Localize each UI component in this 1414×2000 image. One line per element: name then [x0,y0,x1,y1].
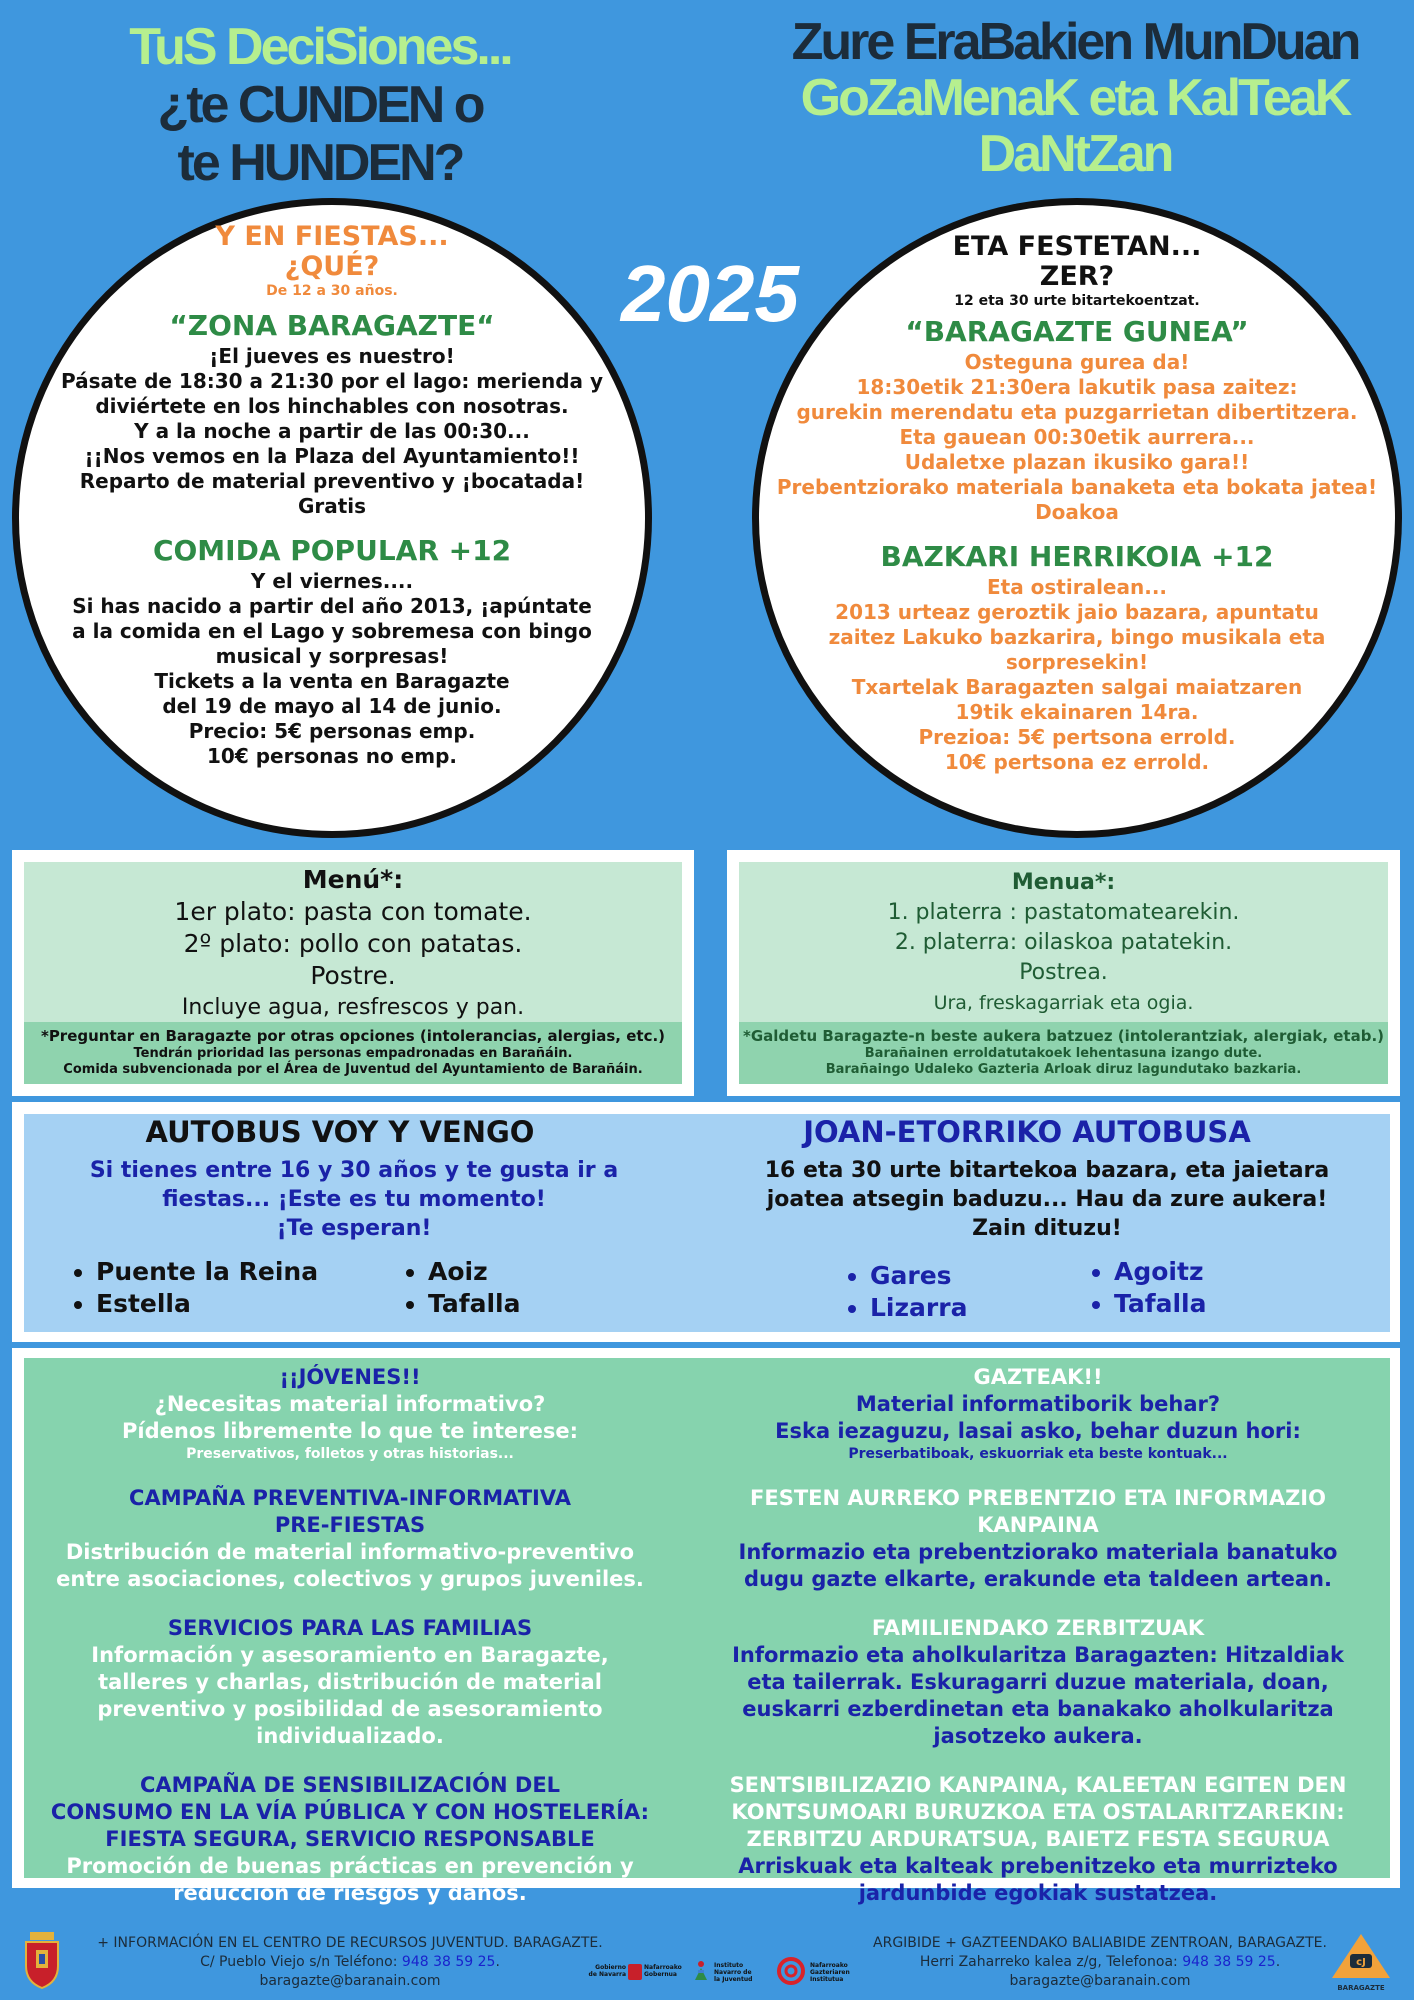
menu-es-line: 2º plato: pollo con patatas. [183,929,523,958]
info-es-s4-body [30,1853,670,1907]
info-es-s3-title: SERVICIOS PARA LAS FAMILIAS [167,1616,533,1640]
logo-inj-eu-text: Gazteriaren [810,1969,850,1976]
info-eu-s2-body [700,1539,1376,1593]
bus-es-destinations-2 [404,1256,628,1320]
circle-eu-meal-line: 19tik ekainaren 14ra. [955,700,1199,724]
info-basque [700,1364,1376,1907]
circle-eu-meal-line: 10€ pertsona ez errold. [944,750,1210,774]
circle-es-zone-line: Gratis [297,494,367,518]
left-title [60,18,580,192]
info-es-s2-body [30,1539,670,1593]
youth-figure-icon [692,1960,710,1980]
circle-es-meal-line: Tickets a la venta en Baragazte [154,669,510,693]
bus-eu-line: joatea atsegin baduzu... Hau da zure aukera! [766,1187,1328,1212]
bus-eu-line: 16 eta 30 urte bitartekoa bazara, eta jaietara [764,1158,1330,1183]
footer-right-email[interactable]: baragazte@baranain.com [1009,1973,1191,1989]
circle-es-zone-line: Y a la noche a partir de las 00:30... [134,419,530,443]
circle-eu-meal-line: Txartelak Baragazten salgai maiatzaren [851,675,1303,699]
menu-es-line: Postre. [310,961,396,990]
info-es-s1-small: Preservativos, folletos y otras historias... [186,1446,514,1462]
info-es-s2-body-line: Distribución de material informativo-preventivo [65,1540,635,1564]
circle-eu-zone-line: 18:30etik 21:30era lakutik pasa zaitez: [856,375,1298,399]
circle-eu-meal-title: BAZKARI HERRIKOIA +12 [880,540,1274,573]
circle-es-zone-line: ¡El jueves es nuestro! [209,344,455,368]
info-eu-s4-body-line: Arriskuak eta kalteak prebenitzeko eta murrizteko [738,1854,1338,1878]
bus-es-destination: • Estella [96,1288,396,1320]
menu-es-title: Menú*: [302,865,404,894]
circle-es-meal-line: Si has nacido a partir del año 2013, ¡apúntate [72,594,592,618]
info-eu-s2-title-line: FESTEN AURREKO PREBENTZIO ETA INFORMAZIO [750,1486,1326,1510]
info-eu-s2-body-line: Informazio eta prebentziorako materiala banatuko [738,1540,1338,1564]
circle-eu-heading-1: ETA FESTETAN... [952,231,1202,262]
circle-eu-meal-line: zaitez Lakuko bazkarira, bingo musikala eta [828,625,1326,649]
menu-eu-note-3: Barañaingo Udaleko Gazteria Arloak diruz lagundutako bazkaria. [825,1062,1302,1077]
info-es-s4-title-line: FIESTA SEGURA, SERVICIO RESPONSABLE [105,1827,595,1851]
footer-left [70,1934,630,1991]
bus-eu-title: JOAN-ETORRIKO AUTOBUSA [803,1115,1251,1149]
footer-left-phone[interactable]: 948 38 59 25 [401,1954,496,1970]
menu-eu-line: 2. platerra: oilaskoa patatekin. [894,930,1233,955]
bus-es-destination: • Aoiz [428,1256,628,1288]
menu-eu-notes [739,1022,1388,1084]
menu-es-note-3: Comida subvencionada por el Área de Juventud del Ayuntamiento de Barañáin. [63,1062,643,1077]
logo-inj-eu-text: Nafarroako [810,1962,848,1969]
bus-basque [712,1112,1382,1243]
logo-inj-eu-text: Institutua [810,1976,844,1983]
bus-es-destination: • Puente la Reina [96,1256,396,1288]
info-eu-s3-body [700,1642,1376,1750]
baragazte-logo-icon [1330,1932,1392,1992]
circle-eu-meal-text [772,575,1382,775]
circle-eu-zone-line: Doakoa [1035,500,1119,524]
info-eu-s3-body-line: Informazio eta aholkularitza Baragazten: Hitzaldiak [732,1643,1344,1667]
menu-eu-extra: Ura, freskagarriak eta ogia. [933,992,1194,1014]
bus-es-line: Si tienes entre 16 y 30 años y te gusta ir a [89,1158,619,1183]
circle-eu-zone-line: Prebentziorako materiala banaketa eta bokata jatea! [776,475,1378,499]
info-eu-s3-body-line: jasotzeko aukera. [933,1724,1143,1748]
info-es-s4-body-line: reducción de riesgos y daños. [173,1881,527,1905]
footer-right-line-2: Herri Zaharreko kalea z/g, Telefonoa: 948 38 59 25. [919,1954,1281,1970]
circle-eu-meal-line: sorpresekin! [1005,650,1149,674]
info-eu-s4-title-line: SENTSIBILIZAZIO KANPAINA, KALEETAN EGITEN DEN [729,1773,1347,1797]
info-es-s4-title [30,1772,670,1853]
bus-es-title: AUTOBUS VOY Y VENGO [145,1115,535,1149]
logo-gov-text: Nafarroako [644,1964,682,1971]
navarra-shield-icon [628,1964,642,1980]
logo-inj-text: Navarro de [714,1969,752,1976]
left-title-line-3: te HUNDEN? [177,134,463,192]
info-es-s3-body-line: individualizado. [256,1724,444,1748]
inj-spiral-icon [776,1956,806,1986]
circle-es-meal-line: 10€ personas no emp. [207,744,457,768]
menu-es-note-1: *Preguntar en Baragazte por otras opciones (intolerancias, alergias, etc.) [40,1027,666,1045]
circle-eu-zone-line: gurekin merendatu eta puzgarrietan dibertitzera. [796,400,1358,424]
circle-es-meal-title: COMIDA POPULAR +12 [152,534,512,567]
info-es-s4-title-line: CAMPAÑA DE SENSIBILIZACIÓN DEL [139,1773,561,1797]
circle-eu-heading-2: ZER? [1039,261,1115,292]
menu-eu-note-1: *Galdetu Baragazte-n beste aukera batzuez (intolerantziak, alergiak, etab.) [742,1027,1384,1045]
bus-eu-destination: • Agoitz [1114,1256,1314,1288]
bus-eu-line: Zain dituzu! [972,1216,1122,1241]
info-es-s1-line-1: ¿Necesitas material informativo? [154,1392,546,1416]
menu-eu-top [739,862,1388,1022]
circle-eu-zone-line: Eta gauean 00:30etik aurrera... [899,425,1255,449]
bus-eu-destination: • Gares [870,1260,1070,1292]
logo-instituto-juventud [692,1956,778,1990]
info-eu-s4-title-line: KONTSUMOARI BURUZKOA ETA OSTALARITZAREKIN: [731,1800,1345,1824]
circle-eu-meal-line: Prezioa: 5€ pertsona errold. [918,725,1236,749]
logo-gov-text: Gobernua [644,1971,677,1978]
footer-right-line-1: ARGIBIDE + GAZTEENDAKO BALIABIDE ZENTROAN, BARAGAZTE. [873,1935,1327,1951]
right-title-line-3: DaNtZan [978,125,1172,183]
footer-right-address: Herri Zaharreko kalea z/g, Telefonoa: [919,1954,1183,1970]
menu-eu-note-2: Barañainen erroldatutakoek lehentasuna izango dute. [864,1046,1263,1061]
info-eu-s1-title: GAZTEAK!! [973,1365,1103,1389]
logo-gov-text: de Navarra [588,1971,626,1978]
circle-eu-age: 12 eta 30 urte bitartekoentzat. [954,293,1200,309]
left-title-line-2: ¿te CUNDEN o [157,76,483,134]
circle-es-zone-line: Pásate de 18:30 a 21:30 por el lago: merienda y [60,369,604,393]
info-es-s3-body-line: preventivo y posibilidad de asesoramiento [97,1697,603,1721]
logo-nafarroako-gazteriaren [776,1954,866,1990]
circle-es-zone-text [42,344,622,519]
menu-eu-title: Menua*: [1011,870,1116,895]
info-eu-s3-body-line: euskarri ezberdinetan eta banakako aholkularitza [742,1697,1334,1721]
footer-left-address: C/ Pueblo Viejo s/n Teléfono: [200,1954,402,1970]
circle-es-heading-2: ¿QUÉ? [284,251,380,282]
circle-eu-zone-title: “BARAGAZTE GUNEA” [905,315,1249,348]
year: 2025 [621,249,799,338]
circle-es-zone-line: diviértete en los hinchables con nosotras. [95,394,569,418]
bus-es-destinations-1 [72,1256,396,1320]
info-es-s3-body-line: Información y asesoramiento en Baragazte, [91,1643,609,1667]
info-spanish [30,1364,670,1907]
circle-es-meal-line: del 19 de mayo al 14 de junio. [162,694,502,718]
circle-eu-meal-line: Eta ostiralean... [986,575,1168,599]
info-es-s3-body [30,1642,670,1750]
circle-basque-content [772,232,1382,775]
circle-eu-zone-text [772,350,1382,525]
bus-es-line: fiestas... ¡Este es tu momento! [162,1187,546,1212]
bus-eu-destination: • Tafalla [1114,1288,1314,1320]
info-eu-s1-line-2: Eska iezaguzu, lasai asko, behar duzun hori: [775,1419,1301,1443]
info-eu-s2-title [700,1485,1376,1539]
right-title-line-1: Zure EraBakien MunDuan [791,13,1359,71]
bus-eu-destinations-2 [1090,1256,1314,1320]
circle-es-zone-line: ¡¡Nos vemos en la Plaza del Ayuntamiento!! [84,444,580,468]
circle-es-zone-title: “ZONA BARAGAZTE“ [169,309,495,342]
right-title [730,14,1414,182]
left-title-line-1: TuS DeciSiones... [129,18,511,76]
circle-es-zone-line: Reparto de material preventivo y ¡bocatada! [79,469,585,493]
menu-es-top [24,862,682,1022]
info-eu-s1-line-1: Material informatiborik behar? [855,1392,1221,1416]
menu-es-note-2: Tendrán prioridad las personas empadronadas en Barañáin. [133,1046,573,1061]
footer-left-email[interactable]: baragazte@baranain.com [259,1973,441,1989]
circle-es-heading-1: Y EN FIESTAS... [215,221,449,252]
menu-es-line: 1er plato: pasta con tomate. [174,897,532,926]
info-eu-s3-title: FAMILIENDAKO ZERBITZUAK [871,1616,1205,1640]
info-es-s2-title-line: PRE-FIESTAS [274,1513,426,1537]
circle-es-meal-text [42,569,622,769]
info-es-s1-title: ¡¡JÓVENES!! [279,1365,421,1389]
info-eu-s4-body-line: jardunbide egokiak sustatzea. [858,1881,1218,1905]
info-eu-s3-body-line: eta tailerrak. Eskuragarri duzue materiala, doan, [747,1670,1329,1694]
footer-right [860,1934,1340,1991]
baragazte-logo-text: BARAGAZTE [1337,1984,1385,1992]
info-eu-s2-title-line: KANPAINA [977,1513,1099,1537]
circle-eu-meal-line: 2013 urteaz geroztik jaio bazara, apuntatu [835,600,1319,624]
logo-inj-text: la Juventud [714,1976,753,1983]
circle-es-meal-line: a la comida en el Lago y sobremesa con bingo [72,619,592,643]
info-eu-s4-body [700,1853,1376,1907]
circle-es-meal-line: Precio: 5€ personas emp. [188,719,476,743]
logo-inj-text: Instituto [714,1962,744,1969]
right-title-line-2: GoZaMenaK eta KalTeaK [800,69,1350,127]
footer-left-line-1: + INFORMACIÓN EN EL CENTRO DE RECURSOS JUVENTUD. BARAGAZTE. [97,1935,603,1951]
info-eu-s2-body-line: dugu gazte elkarte, erakunde eta taldeen artean. [744,1567,1332,1591]
info-eu-s4-title-line: ZERBITZU ARDURATSUA, BAIETZ FESTA SEGURUA [746,1827,1330,1851]
circle-es-meal-line: Y el viernes.... [250,569,414,593]
bus-eu-destinations-1 [846,1260,1070,1324]
info-es-s1-line-2: Pídenos libremente lo que te interese: [122,1419,578,1443]
logo-gov-text: Gobierno [595,1964,626,1971]
info-es-s2-body-line: entre asociaciones, colectivos y grupos juveniles. [56,1567,644,1591]
menu-eu-line: 1. platerra : pastatomatearekin. [887,900,1240,925]
circle-eu-zone-line: Udaletxe plazan ikusiko gara!! [904,450,1250,474]
circle-spanish-content [42,222,622,769]
menu-es-extra: Incluye agua, resfrescos y pan. [181,995,525,1020]
info-es-s3-body-line: talleres y charlas, distribución de material [98,1670,602,1694]
info-es-s2-title-line: CAMPAÑA PREVENTIVA-INFORMATIVA [129,1486,571,1510]
info-eu-s1-small: Preserbatiboak, eskuorriak eta beste kontuak... [848,1446,1228,1462]
menu-es-notes [24,1022,682,1084]
bus-es-destination: • Tafalla [428,1288,628,1320]
logo-gobierno-navarra [588,1964,688,1990]
bus-es-line: ¡Te esperan! [276,1216,432,1241]
footer-right-phone[interactable]: 948 38 59 25 [1182,1954,1276,1970]
circle-eu-zone-line: Osteguna gurea da! [964,350,1190,374]
info-es-s4-title-line: CONSUMO EN LA VÍA PÚBLICA Y CON HOSTELERÍA: [50,1800,650,1824]
circle-es-age: De 12 a 30 años. [266,283,398,299]
bus-eu-destination: • Lizarra [870,1292,1070,1324]
bus-spanish [24,1112,684,1243]
info-es-s2-title [30,1485,670,1539]
menu-eu-line: Postrea. [1019,960,1108,985]
municipal-crest-icon [22,1926,62,1990]
svg-text:cJ: cJ [1356,1957,1366,1968]
info-eu-s4-title [700,1772,1376,1853]
circle-es-meal-line: musical y sorpresas! [215,644,449,668]
info-es-s4-body-line: Promoción de buenas prácticas en prevención y [66,1854,634,1878]
footer-left-line-2: C/ Pueblo Viejo s/n Teléfono: 948 38 59 25. [200,1954,500,1970]
